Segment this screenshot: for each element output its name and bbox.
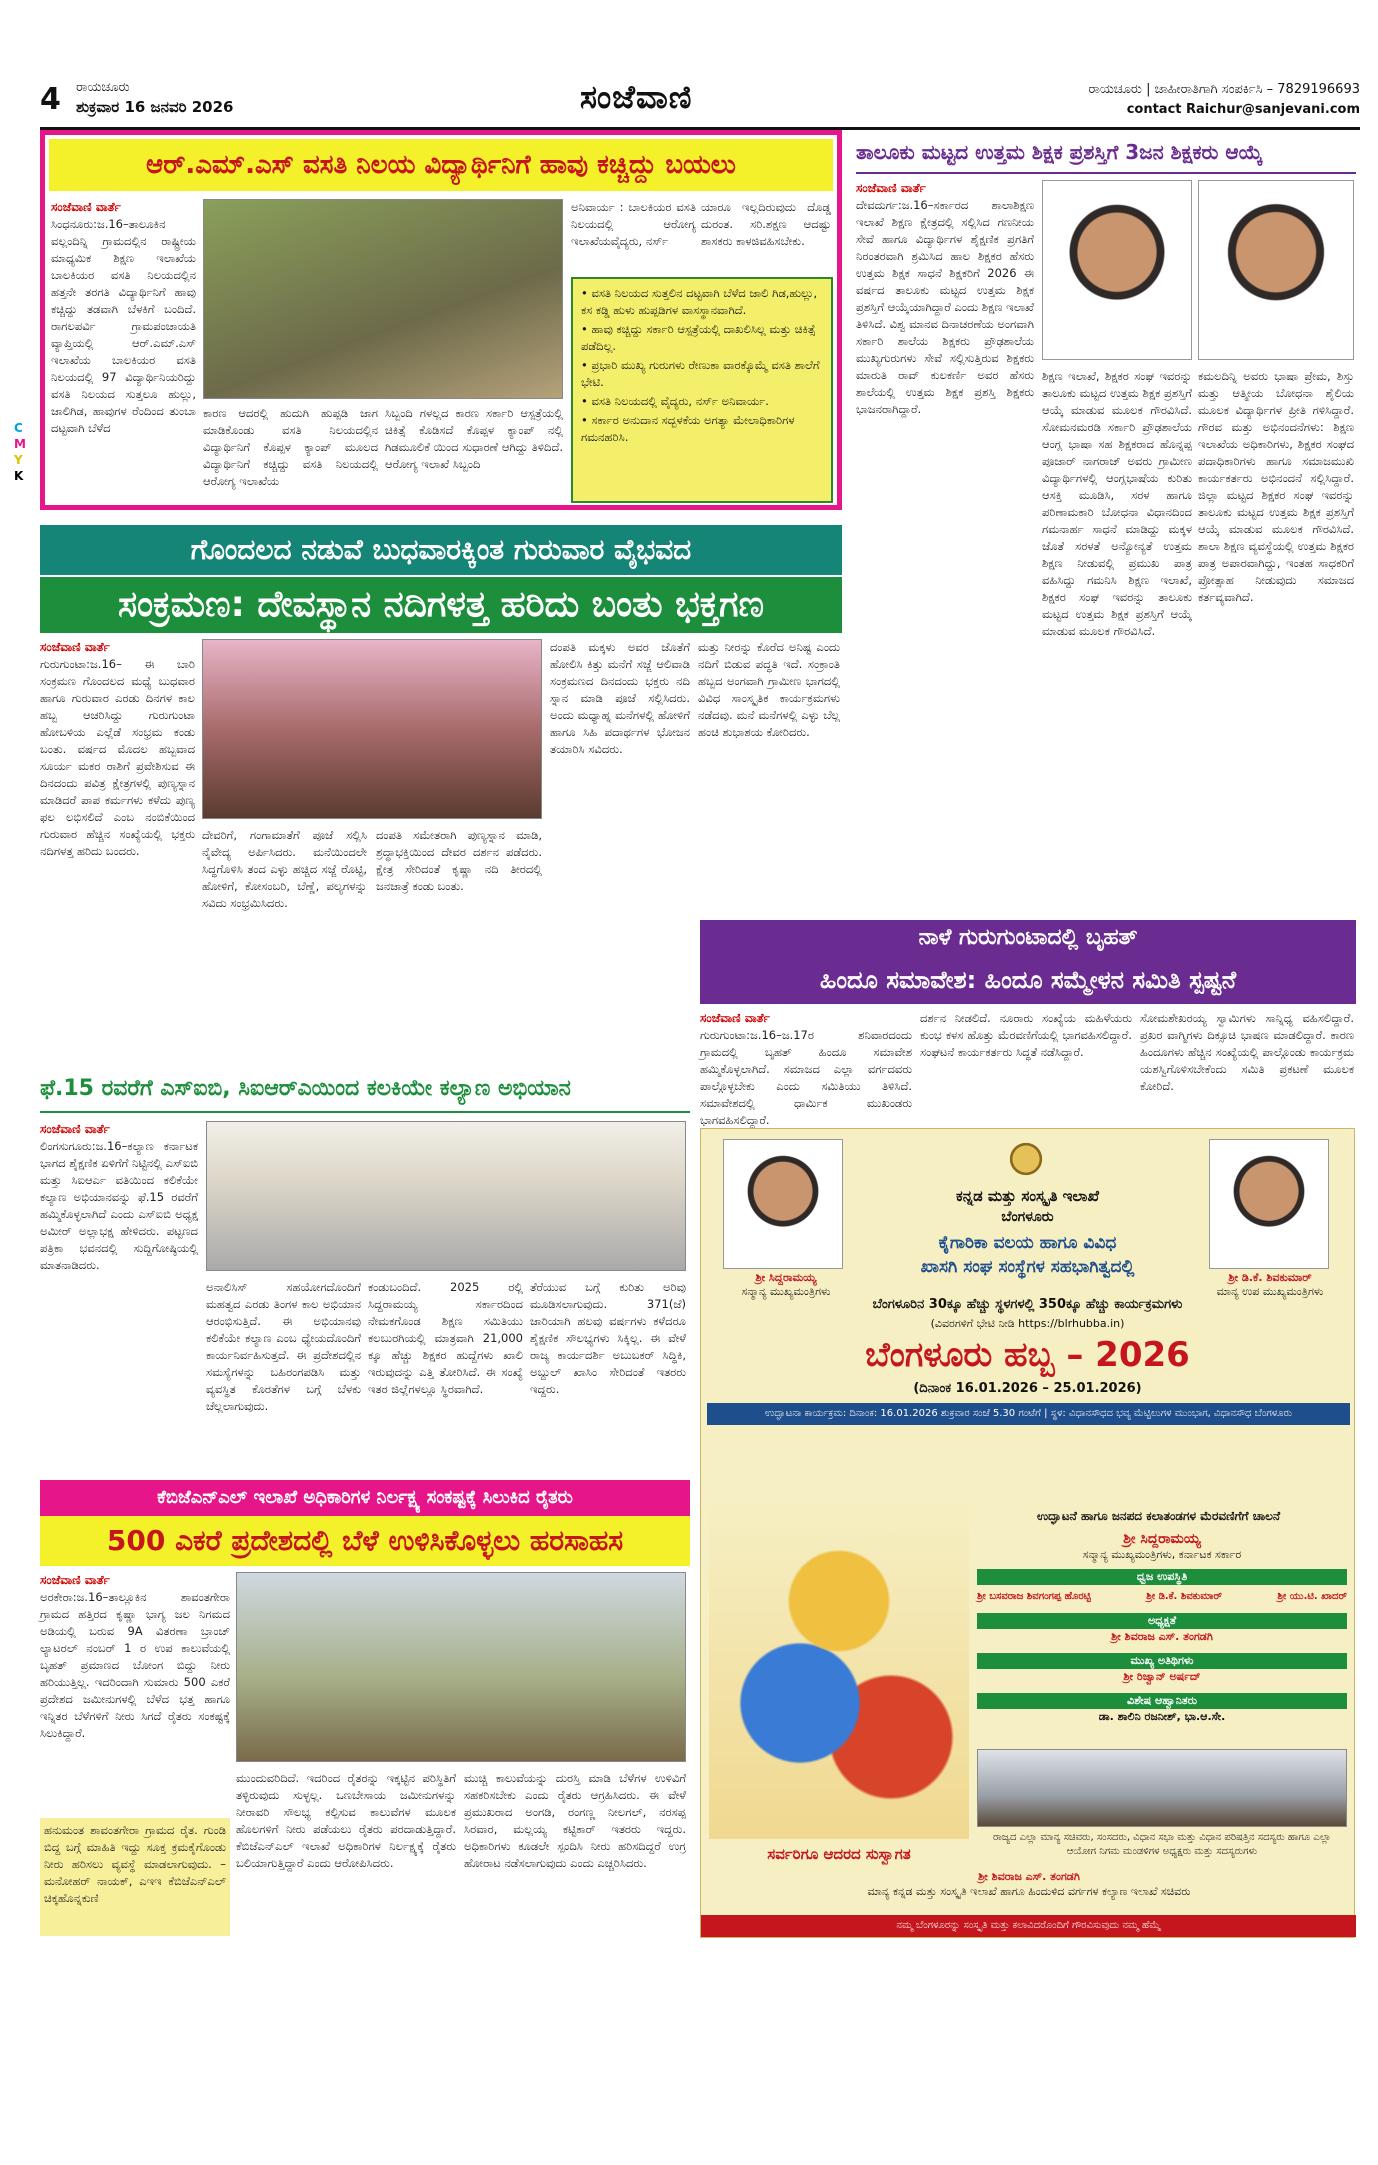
masthead-location: ರಾಯಚೂರು xyxy=(76,80,130,95)
cm-caption xyxy=(711,1271,861,1299)
snake-headline: ಆರ್.ಎಮ್.ಎಸ್ ವಸತಿ ನಿಲಯ ವಿದ್ಯಾರ್ಥಿನಿಗೆ ಹಾವು ಕಚ್ಚಿದ್ದು ಬಯಲು xyxy=(49,139,833,191)
speaker-cm-role: ಸನ್ಮಾನ್ಯ ಮುಖ್ಯಮಂತ್ರಿಗಳು, ಕರ್ನಾಟಕ ಸರ್ಕಾರ xyxy=(1082,1548,1242,1561)
cmyk-c: C xyxy=(14,421,23,435)
ad-inaug-bar: ಉದ್ಘಾಟನಾ ಕಾರ್ಯಕ್ರಮ: ದಿನಾಂಕ: 16.01.2026 ಶುಕ್ರವಾರ ಸಂಜೆ 5.30 ಗಂಟೆಗೆ | ಸ್ಥಳ: ವಿಧಾನಸೌಧದ ಭವ್ಯ ಮೆಟ್ಟಿಲುಗಳ ಮುಂಭಾಗ, ವಿಧಾನಸೌಧ ಬೆಂಗಳೂರು xyxy=(707,1403,1350,1425)
snake-body-col3: ಸಿಬ್ಬಂದಿ ಗಳಲ್ಲದ ಕಾರಣ ಸರ್ಕಾರಿ ಆಸ್ಪತ್ರೆಯಲ್ಲಿ ಚಿಕಿತ್ಸೆ ಕೊಡಿಸದೆ ಕೊಪ್ಪಳ ಕ್ಯಾಂಪ್ ನಲ್ಲಿ ಗಿಡಮೂಲಿಕೆ ಯಿಂದ ಸುಧಾರಣೆ ಆಗಿದ್ದು ತಿಳಿದಿದೆ. ಆರೋಗ್ಯ ಇಲಾಖೆ ಸಿಬ್ಬಂದಿ xyxy=(385,406,563,471)
teachers-body-col2: ಶಿಕ್ಷಣ ಇಲಾಖೆ, ಶಿಕ್ಷಕರ ಸಂಘ ಇವರನ್ನು ತಾಲೂಕು ಮಟ್ಟದ ಉತ್ತಮ ಶಿಕ್ಷಕ ಪ್ರಶಸ್ತಿಗೆ ಆಯ್ಕೆ ಮಾಡುವ ಮೂಲಕ ಗೌರವಿಸಿದೆ. ಸೋಮನಮರಡಿ ಸರ್ಕಾರಿ ಪ್ರೌಢಶಾಲೆಯ ಆಂಗ್ಲ ಭಾಷಾ ಸಹ ಶಿಕ್ಷಕರಾದ ಹೊನ್ನಪ್ಪ ಪೂಜಾರ್ ನಾಗರಾಜ್ ಅವರು ಗ್ರಾಮೀಣ ವಿದ್ಯಾರ್ಥಿಗಳಲ್ಲಿ ಆಂಗ್ಲಭಾಷೆಯ ಕುರಿತು ಆಸಕ್ತಿ ಮೂಡಿಸಿ, ಸರಳ ಹಾಗೂ ಪರಿಣಾಮಕಾರಿ ಬೋಧನಾ ವಿಧಾನದಿಂದ ಗಮನಾರ್ಹ ಸಾಧನೆ ಮಾಡಿದ್ದು ಮಕ್ಕಳ ಜೊತೆ ಸರಳತೆ ಅನ್ಯೋನ್ಯತೆ ಉತ್ತಮ ಶಿಕ್ಷಣ ನೀಡುವಲ್ಲಿ ಪ್ರಮುಖ ಪಾತ್ರ ವಹಿಸಿದ್ದು ಗಮನಿಸಿ ಶಿಕ್ಷಣ ಇಲಾಖೆ, ಶಿಕ್ಷಕರ ಸಂಘ ಇವರನ್ನು ತಾಲೂಕು ಮಟ್ಟದ ಉತ್ತಮ ಶಿಕ್ಷಕ ಪ್ರಶಸ್ತಿಗೆ ಆಯ್ಕೆ ಮಾಡುವ ಮೂಲಕ ಗೌರವಿಸಿದೆ. xyxy=(1042,369,1192,638)
ad-uddhatane: ಉದ್ಘಾಟನೆ ಹಾಗೂ ಜನಪದ ಕಲಾತಂಡಗಳ ಮೆರವಣಿಗೆಗೆ ಚಾಲನೆ xyxy=(1036,1509,1281,1523)
farmers-headline: 500 ಎಕರೆ ಪ್ರದೇಶದಲ್ಲಿ ಬೆಳೆ ಉಳಿಸಿಕೊಳ್ಳಲು ಹರಸಾಹಸ xyxy=(40,1516,690,1566)
sankranti-byline: ಸಂಜೆವಾಣಿ ವಾರ್ತೆ xyxy=(40,640,110,654)
special-guest-name: ಡಾ. ಶಾಲಿನಿ ರಜನೀಶ್, ಭಾ.ಆ.ಸೇ. xyxy=(1098,1710,1226,1723)
kalike-headline: ಫೆ.15 ರವರೆಗೆ ಎಸ್‌ಐಬಿ, ಸಿಐಆರ್‌ಎಯಿಂದ ಕಲಕಿಯೇ ಕಲ್ಯಾಣ ಅಭಿಯಾನ xyxy=(40,1065,690,1113)
state-emblem-icon xyxy=(1001,1137,1051,1181)
farmers-body-col1: ಅರಕೇರಾ:ಜ.16–ತಾಲ್ಲೂಕಿನ ಶಾವಂತಗೇರಾ ಗ್ರಾಮದ ಹತ್ತಿರದ ಕೃಷ್ಣಾ ಭಾಗ್ಯ ಜಲ ನಿಗಮದ ಅಡಿಯಲ್ಲಿ ಬರುವ 9A ವಿತರಣಾ ಬ್ರಾಂಚ್ ಲ್ಯಾಟರಲ್ ನಂಬರ್ 1 ರ ಉಪ ಕಾಲುವೆಯಲ್ಲಿ ಬೃಹತ್ ಪ್ರಮಾಣದ ಬೋಂಗ ಬಿದ್ದು ನೀರು ಹರಿಯುತ್ತಿಲ್ಲ. ಇದರಿಂದಾಗಿ ಸುಮಾರು 500 ಎಕರೆ ಪ್ರದೇಶದ ಜಮೀನುಗಳಲ್ಲಿ ಬೆಳೆದ ಭತ್ತ ಹಾಗೂ ಇನ್ನಿತರ ಬೆಳೆಗಳಿಗೆ ನೀರು ಸಿಗದೆ ರೈತರು ಸಂಕಷ್ಟಕ್ಕೆ ಸಿಲುಕಿದ್ದಾರೆ. xyxy=(40,1590,230,1740)
newspaper-logo: ಸಂಜೆವಾಣಿ xyxy=(580,78,693,116)
hostel-photo xyxy=(203,199,563,399)
dcm-role: ಮಾನ್ಯ ಉಪ ಮುಖ್ಯಮಂತ್ರಿಗಳು xyxy=(1216,1285,1324,1298)
highlight-item: • ಹಾವು ಕಚ್ಚಿದ್ದು ಸರ್ಕಾರಿ ಆಸ್ಪತ್ರೆಯಲ್ಲಿ ದಾಖಲಿಸಿಲ್ಲ ಮತ್ತು ಚಿಕಿತ್ಸೆ ಪಡೆದಿಲ್ಲ. xyxy=(581,322,816,353)
ad-chief-guests: ಮುಖ್ಯ ಅತಿಥಿಗಳು xyxy=(977,1653,1347,1669)
farmers-body-col3: ಮುಚ್ಚಿ ಕಾಲುವೆಯನ್ನು ದುರಸ್ತಿ ಮಾಡಿ ಬೆಳೆಗಳ ಉಳಿವಿಗೆ ಸಹಕರಿಸಬೇಕು ಎಂದು ರೈತರು ಆಗ್ರಹಿಸಿದರು. ಈ ವೇಳೆ ಪ್ರಮುಖರಾದ ಅಂಗಡಿ, ರಂಗಣ್ಣ ನೀಲಗಲ್, ನರಸಪ್ಪ ಸಿರವಾರ, ಮಲ್ಲಯ್ಯ ಕಟ್ಟಿಕಾರ್ ಇತರರು ಇದ್ದರು. ಅಧಿಕಾರಿಗಳು ಕೂಡಲೇ ಸ್ಪಂದಿಸಿ ನೀರು ಹರಿಸದಿದ್ದರೆ ಉಗ್ರ ಹೋರಾಟ ನಡೆಸಲಾಗುವುದು ಎಂದು ಎಚ್ಚರಿಸಿದರು. xyxy=(464,1771,686,1870)
hindu-body-col3: ಸೋಮಶೇಖರಯ್ಯ ಸ್ವಾಮಿಗಳು ಸಾನ್ನಿಧ್ಯ ವಹಿಸಲಿದ್ದಾರೆ. ಪ್ರಖರ ವಾಗ್ಮಿಗಳು ದಿಕ್ಸೂಚಿ ಭಾಷಣ ಮಾಡಲಿದ್ದಾರೆ. ಕಾರಣ ಹಿಂದೂಗಳು ಹೆಚ್ಚಿನ ಸಂಖ್ಯೆಯಲ್ಲಿ ಪಾಲ್ಗೊಂಡು ಕಾರ್ಯಕ್ರಮ ಯಶಸ್ವಿಗೊಳಿಸಬೇಕೆಂದು ಸಮಿತಿ ಪ್ರಕಟಣೆ ಮೂಲಕ ಕೋರಿದೆ. xyxy=(1140,1011,1354,1093)
hindu-article xyxy=(700,920,1356,1127)
teachers-body-col3: ಕಮಲದಿನ್ನಿ ಅವರು ಭಾಷಾ ಪ್ರೇಮ, ಶಿಸ್ತು ಮತ್ತು ಆತ್ಮೀಯ ಬೋಧನಾ ಶೈಲಿಯ ಮೂಲಕ ವಿದ್ಯಾರ್ಥಿಗಳ ಪ್ರೀತಿ ಗಳಿಸಿದ್ದಾರೆ. ಗೌರವ ಮತ್ತು ಅಭಿನಂದನೆಗಳು: ಶಿಕ್ಷಣ ಇಲಾಖೆಯ ಅಧಿಕಾರಿಗಳು, ಶಿಕ್ಷಕರ ಸಂಘದ ಪದಾಧಿಕಾರಿಗಳು ಹಾಗೂ ಸಮಾಜಮುಖಿ ಕಾರ್ಯಕರ್ತರು ಅಭಿನಂದನೆ ಸಲ್ಲಿಸಿದ್ದಾರೆ. ಜಿಲ್ಲಾ ಮಟ್ಟದ ಶಿಕ್ಷಕರ ಸಂಘ ಇವರನ್ನು ತಾಲೂಕು ಮಟ್ಟದ ಉತ್ತಮ ಶಿಕ್ಷಕ ಪ್ರಶಸ್ತಿಗೆ ಆಯ್ಕೆ ಮಾಡುವ ಮೂಲಕ ಗೌರವಿಸಿದೆ. ಶಾಲಾ ಶಿಕ್ಷಣ ವ್ಯವಸ್ಥೆಯಲ್ಲಿ ಉತ್ತಮ ಶಿಕ್ಷಕರ ಪಾತ್ರ ಅಪಾರವಾಗಿದ್ದು, ಇಂತಹ ಸಾಧಕರಿಗೆ ಪ್ರೋತ್ಸಾಹ ನೀಡುವುದು ಸಮಾಜದ ಕರ್ತವ್ಯವಾಗಿದೆ. xyxy=(1198,369,1354,604)
snake-body-col2: ಕಾರಣ ಆದರಲ್ಲಿ ಹುದುಗಿ ಹುಪ್ಪಡಿ ಜಾಗ ಮಾಡಿಕೊಂಡು ವಸತಿ ನಿಲಯದಲ್ಲಿನ ವಿದ್ಯಾರ್ಥಿನಿಗೆ ಕೊಪ್ಪಳ ಕ್ಯಾಂಪ್ ಮೂಲದ ವಿದ್ಯಾರ್ಥಿನಿಗೆ ಕಚ್ಚಿದ್ದು ವಸತಿ ನಿಲಯದಲ್ಲಿ ಆರೋಗ್ಯ ಇಲಾಖೆಯ xyxy=(203,406,378,488)
snake-body xyxy=(51,199,196,505)
bengaluru-habba-ad xyxy=(700,1128,1355,1938)
snake-highlights-box xyxy=(571,277,833,503)
kalike-col1 xyxy=(40,1121,198,1461)
ad-line3: ಬೆಂಗಳೂರಿನ 30ಕ್ಕೂ ಹೆಚ್ಚು ಸ್ಥಳಗಳಲ್ಲಿ 350ಕ್ಕೂ ಹೆಚ್ಚು ಕಾರ್ಯಕ್ರಮಗಳು xyxy=(872,1297,1183,1312)
snake-byline: ಸಂಜೆವಾಣಿ ವಾರ್ತೆ xyxy=(51,200,121,214)
guest-1: ಶ್ರೀ ಬಸವರಾಜ ಶಿವಗಂಗಪ್ಪ ಹೊರಟ್ಟಿ xyxy=(977,1591,1091,1602)
teachers-col1 xyxy=(856,180,1034,800)
hindu-headline: ಹಿಂದೂ ಸಮಾವೇಶ: ಹಿಂದೂ ಸಮ್ಮೇಳನ ಸಮಿತಿ ಸ್ಪಷ್ಟನೆ xyxy=(700,956,1356,1004)
ad-dept: ಕನ್ನಡ ಮತ್ತು ಸಂಸ್ಕೃತಿ ಇಲಾಖೆ xyxy=(956,1187,1099,1205)
page-number: 4 xyxy=(40,82,61,117)
cmyk-y: Y xyxy=(14,453,23,467)
masthead-contact xyxy=(1088,80,1360,120)
farmers-kicker: ಕೆಬಿಜೆಎನ್ಎಲ್ ಇಲಾಖೆ ಅಧಿಕಾರಿಗಳ ನಿರ್ಲಕ್ಷ್ಯ ಸಂಕಷ್ಟಕ್ಕೆ ಸಿಲುಕಿದ ರೈತರು xyxy=(40,1480,690,1516)
dcm-name: ಶ್ರೀ ಡಿ.ಕೆ. ಶಿವಕುಮಾರ್ xyxy=(1228,1271,1312,1284)
snake-body-col1: ಸಿಂಧನೂರು:ಜ.16–ತಾಲೂಕಿನ ವಲ್ಲಂದಿನ್ನಿ ಗ್ರಾಮದಲ್ಲಿನ ರಾಷ್ಟ್ರೀಯ ಮಾಧ್ಯಮಿಕ ಶಿಕ್ಷಣ ಇಲಾಖೆಯ ಬಾಲಕಿಯರ ವಸತಿ ನಿಲಯದಲ್ಲಿನ ಹತ್ತನೇ ತರಗತಿ ವಿದ್ಯಾರ್ಥಿನಿಗೆ ಹಾವು ಕಚ್ಚಿದ್ದು ತಡವಾಗಿ ಬೆಳಕಿಗೆ ಬಂದಿದೆ. ರಾಗಲಪರ್ವಿ ಗ್ರಾಮಪಂಚಾಯತಿ ವ್ಯಾಪ್ತಿಯಲ್ಲಿ ಆರ್.ಎಮ್.ಎಸ್ ಇಲಾಖೆಯ ಬಾಲಕಿಯರ ವಸತಿ ನಿಲಯದಲ್ಲಿ 97 ವಿದ್ಯಾರ್ಥಿನಿಯರಿದ್ದು ವಸತಿ ನಿಲಯದ ಸುತ್ತಲೂ ಹುಲ್ಲು, ಜಾಲಿಗಿಡ, ಹಾವುಗಳ ರೆಂದಿಂದ ತುಂಬಾ ದಟ್ಟವಾಗಿ ಬೆಳೆದ xyxy=(51,217,196,435)
sankranti-body-col1: ಗುರುಗುಂಟಾ:ಜ.16– ಈ ಬಾರಿ ಸಂಕ್ರಮಣ ಗೊಂದಲದ ಮಧ್ಯೆ ಬುಧವಾರ ಹಾಗೂ ಗುರುವಾರ ಎರಡು ದಿನಗಳ ಕಾಲ ಹಬ್ಬ ಆಚರಿಸಿದ್ದು ಗುರುಗುಂಟಾ ಹೋಬಳಿಯ ಎಲ್ಲೆಡೆ ಸಂಭ್ರಮ ಕಂಡು ಬಂತು. ವರ್ಷದ ಮೊದಲ ಹಬ್ಬವಾದ ಸೂರ್ಯ ಮಕರ ರಾಶಿಗೆ ಪ್ರವೇಶಿಸುವ ಈ ದಿನದಂದು ಪವಿತ್ರ ಕ್ಷೇತ್ರಗಳಲ್ಲಿ ಪುಣ್ಯಸ್ನಾನ ಮಾಡಿದರೆ ಪಾಪ ಕರ್ಮಗಳು ಕಳೆದು ಪುಣ್ಯ ಫಲ ಲಭಿಸಲಿದೆ ಎಂಬ ನಂಬಿಕೆಯಿಂದ ಗುರುವಾರ ಹೆಚ್ಚಿನ ಸಂಖ್ಯೆಯಲ್ಲಿ ಭಕ್ತರು ನದಿಗಳತ್ತ ಹರಿದು ಬಂದರು. xyxy=(40,657,195,858)
dcm-caption xyxy=(1195,1271,1345,1299)
kalike-body-col1: ಲಿಂಗಸುಗೂರು:ಜ.16–ಕಲ್ಯಾಣ ಕರ್ನಾಟಕ ಭಾಗದ ಶೈಕ್ಷಣಿಕ ಏಳಿಗೆಗೆ ನಿಟ್ಟಿನಲ್ಲಿ ಎಸ್ಐಬಿ ಮತ್ತು ಸಿಐಆರ್ಎ ವತಿಯಿಂದ ಕಲಿಕೆಯೇ ಕಲ್ಯಾಣ ಅಭಿಯಾನವನ್ನು ಫೆ.15 ರವರೆಗೆ ಹಮ್ಮಿಕೊಳ್ಳಲಾಗಿದೆ ಎಂದು ಎಸ್ಐಬಿ ಅಧ್ಯಕ್ಷ ಅಮೀರ್ ಅಲ್ಲಾಭಕ್ಷ ಹೇಳಿದರು. ಪಟ್ಟಣದ ಪತ್ರಿಕಾ ಭವನದಲ್ಲಿ ಸುದ್ದಿಗೋಷ್ಠಿಯಲ್ಲಿ ಮಾತನಾಡಿದರು. xyxy=(40,1139,198,1272)
sankranti-body-col2: ದೇವರಿಗೆ, ಗಂಗಾಮಾತೆಗೆ ಪೂಜೆ ಸಲ್ಲಿಸಿ ನೈವೇದ್ಯ ಅರ್ಪಿಸಿದರು. ಮನೆಯಿಂದಲೇ ಸಿದ್ಧಗೊಳಿಸಿ ತಂದ ಎಳ್ಳು ಹಚ್ಚಿದ ಸಜ್ಜೆ ರೊಟ್ಟಿ, ಹೋಳಿಗೆ, ಕೋಸಂಬರಿ, ಬೆಣ್ಣೆ, ಪಲ್ಯಗಳನ್ನು ಸವಿದು ಸಂಭ್ರಮಿಸಿದರು. xyxy=(202,828,367,910)
cm-name: ಶ್ರೀ ಸಿದ್ದರಾಮಯ್ಯ xyxy=(755,1271,817,1284)
teachers-headline: ತಾಲೂಕು ಮಟ್ಟದ ಉತ್ತಮ ಶಿಕ್ಷಕ ಪ್ರಶಸ್ತಿಗೆ 3ಜನ ಶಿಕ್ಷಕರು ಆಯ್ಕೆ xyxy=(856,130,1356,174)
ad-footer: ನಮ್ಮ ಬೆಂಗಳೂರನ್ನು ಸಂಸ್ಕೃತಿ ಮತ್ತು ಕಲಾವಿದರೊಂದಿಗೆ ಗೌರವಿಸುವುದು ನಮ್ಮ ಹೆಮ್ಮೆ xyxy=(701,1915,1356,1937)
highlight-item: • ಸರ್ಕಾರ ಅನುದಾನ ಸದ್ಬಳಕೆಯ ಅಗತ್ಯಾ ಮೇಲಾಧಿಕಾರಿಗಳ ಗಮನಹರಿಸಿ. xyxy=(581,413,795,444)
teachers-body-col1: ದೇವದುರ್ಗ:ಜ.16–ಸರ್ಕಾರದ ಶಾಲಾಶಿಕ್ಷಣ ಇಲಾಖೆ ಶಿಕ್ಷಣ ಕ್ಷೇತ್ರದಲ್ಲಿ ಸಲ್ಲಿಸಿದ ಗಣನೀಯ ಸೇವೆ ಹಾಗೂ ವಿದ್ಯಾರ್ಥಿಗಳ ಶೈಕ್ಷಣಿಕ ಪ್ರಗತಿಗೆ ನಿರಂತರವಾಗಿ ಶ್ರಮಿಸಿದ ಹಾಲ ಶಿಕ್ಷಕರ ಹೆಸರು ಉತ್ತಮ ಶಿಕ್ಷಕ ಸಾಧನೆ ಶಿಕ್ಷಕರಿಗೆ 2026 ಈ ವರ್ಷದ ತಾಲೂಕು ಮಟ್ಟದ ಉತ್ತಮ ಶಿಕ್ಷಕ ಪ್ರಶಸ್ತಿಗೆ ಆಯ್ಕೆಯಾಗಿದ್ದಾರೆ ಎಂದು ಶಿಕ್ಷಣ ಇಲಾಖೆ ತಿಳಿಸಿದೆ. ವಿಶ್ವ ಮಾನವ ದಿನಾಚರಣೆಯ ಅಂಗವಾಗಿ ಸರ್ಕಾರಿ ಶಾಲೆಯ ಶಿಕ್ಷಕರು ಪ್ರೌಢಶಾಲೆಯ ಮುಖ್ಯಗುರುಗಳು ಸೇವೆ ಸಲ್ಲಿಸುತ್ತಿರುವ ಶಿಕ್ಷಕರು ಮಾರುತಿ ರಾವ್ ಕುಲಕರ್ಣಿ ಅವರ ಹೆಸರು ಶಾಲೆಯಲ್ಲಿ ಉತ್ತಮ ಶಿಕ್ಷಕ ಪ್ರಶಸ್ತಿ ಶಿಕ್ಷಕರು ಭಾಜನರಾಗಿದ್ದಾರೆ. xyxy=(856,198,1034,416)
sankranti-col1 xyxy=(40,639,195,1049)
sankranti-body-col3: ದಂಪತಿ ಸಮೇತರಾಗಿ ಪುಣ್ಯಸ್ನಾನ ಮಾಡಿ, ಶ್ರದ್ಧಾಭಕ್ತಿಯಿಂದ ದೇವರ ದರ್ಶನ ಪಡೆದರು. ಕ್ಷೇತ್ರ ಸೇರಿದಂತೆ ಕೃಷ್ಣಾ ನದಿ ತೀರದಲ್ಲಿ ಜನಜಾತ್ರೆ ಕಂಡು ಬಂತು. xyxy=(376,828,542,893)
teachers-byline: ಸಂಜೆವಾಣಿ ವಾರ್ತೆ xyxy=(856,181,926,195)
snake-body-col4: ಅನಿವಾರ್ಯ : ಬಾಲಕಿಯರ ವಸತಿ ನಿಲಯದಲ್ಲಿ ಆರೋಗ್ಯ ಇಲಾಖೆಯವೈದ್ಯರು, ನರ್ಸ್ xyxy=(571,200,696,248)
highlight-item: • ವಸತಿ ನಿಲಯದ ಸುತ್ತಲಿನ ದಟ್ಟವಾಗಿ ಬೆಳೆದ ಜಾಲಿ ಗಿಡ,ಹುಲ್ಲು, ಕಸ ಕಡ್ಡಿ ಹುಳು ಹುಪ್ಪಡಿಗಳ ವಾಸಸ್ಥಾನವಾಗಿದೆ. xyxy=(581,286,818,317)
cmyk-k: K xyxy=(14,469,24,483)
minister-name: ಶ್ರೀ ಶಿವರಾಜ ಎಸ್. ತಂಗಡಗಿ xyxy=(978,1870,1080,1883)
highlight-item: • ಪ್ರಭಾರಿ ಮುಖ್ಯ ಗುರುಗಳು ರೇಣುಕಾ ವಾರಕ್ಕೊಮ್ಮೆ ವಸತಿ ಶಾಲೆಗೆ ಭೇಟಿ. xyxy=(581,358,820,389)
ad-minister xyxy=(709,1869,1349,1899)
ad-dancers-illustration xyxy=(709,1499,969,1839)
kalike-body-col3: ಕಂಡುಬಂದಿದೆ. 2025 ರಲ್ಲಿ ಸಿದ್ದರಾಮಯ್ಯ ಸರ್ಕಾರದಿಂದ ನೇಮಕಗೊಂಡ ಶಿಕ್ಷಣ ಸಮಿತಿಯು ಕಲಬುರಗಿಯಲ್ಲಿ ಮಾತ್ರವಾಗಿ 21,000 ಕ್ಕೂ ಹೆಚ್ಚು ಶಿಕ್ಷಕರ ಹುದ್ದೆಗಳು ಖಾಲಿ ಇರುವುದನ್ನು ಎತ್ತಿ ತೋರಿಸಿದೆ. ಈ ಸಂಖ್ಯೆ ಇತರ ಜಿಲ್ಲೆಗಳಲ್ಲೂ ಸ್ಥಿರವಾಗಿದೆ. xyxy=(368,1280,523,1396)
cmyk-m: M xyxy=(14,437,26,451)
ad-dhwaja: ಧ್ವಜ ಉಪಸ್ಥಿತಿ xyxy=(977,1569,1347,1585)
kalike-body-col4: ತೆರೆಯುವ ಬಗ್ಗೆ ಕುರಿತು ಅರಿವು ಮೂಡಿಸಲಾಗುವುದು. 371(ಜೆ) ಜಾರಿಯಾಗಿ ಹಲವು ವರ್ಷಗಳು ಕಳೆದರೂ ಶೈಕ್ಷಣಿಕ ಸೌಲಭ್ಯಗಳು ಸಿಕ್ಕಿಲ್ಲ. ಈ ವೇಳೆ ರಾಜ್ಯ ಕಾರ್ಯದರ್ಶಿ ಅಬುಬಕರ್ ಸಿದ್ಧಿಕಿ, ಅಬ್ದುಲ್ ಖಾಸಿಂ ಸೇರಿದಂತೆ ಇತರರು ಇದ್ದರು. xyxy=(530,1280,686,1396)
farmers-article xyxy=(40,1480,690,1940)
teacher-photo-2 xyxy=(1198,180,1354,360)
teachers-article xyxy=(856,130,1356,970)
minister-photo xyxy=(977,1749,1347,1827)
press-meet-photo xyxy=(206,1121,686,1271)
kalike-body-col2: ಅನಾಲಿಸಿಸ್ ಸಹಯೋಗದೊಂದಿಗೆ ಮಹತ್ವದ ಎರಡು ತಿಂಗಳ ಕಾಲ ಅಭಿಯಾನ ಆರಂಭಿಸುತ್ತಿದೆ. ಈ ಅಭಿಯಾನವು ಕಲಿಕೆಯೇ ಕಲ್ಯಾಣ ಎಂಬ ಧ್ಯೇಯದೊಂದಿಗೆ ಕಾರ್ಯನಿರ್ವಹಿಸುತ್ತದೆ. ಈ ಪ್ರದೇಶದಲ್ಲಿನ ಸಮಸ್ಯೆಗಳನ್ನು ಬಹಿರಂಗಪಡಿಸಿ ಮತ್ತು ವ್ಯವಸ್ಥಿತ ಕೊರತೆಗಳ ಬಗ್ಗೆ ಬೆಳಕು ಚೆಲ್ಲಲಾಗುವುದು. xyxy=(206,1280,361,1413)
ad-line1: ಕೈಗಾರಿಕಾ ವಲಯ ಹಾಗೂ ವಿವಿಧ xyxy=(938,1233,1117,1253)
chief-guest-name: ಶ್ರೀ ರಿಜ್ವಾನ್ ಅರ್ಷದ್ xyxy=(1123,1670,1201,1683)
sankranti-headline: ಸಂಕ್ರಮಣ: ದೇವಸ್ಥಾನ ನದಿಗಳತ್ತ ಹರಿದು ಬಂತು ಭಕ್ತಗಣ xyxy=(40,577,842,633)
guest-3: ಶ್ರೀ ಯು.ಟಿ. ಖಾದರ್ xyxy=(1277,1591,1347,1602)
sankranti-body-col4: ದಂಪತಿ ಮಕ್ಕಳು ಅವರ ಜೊತೆಗೆ ಹೋಲಿಸಿ ಕಿತ್ತು ಮನೆಗೆ ಸಜ್ಜೆ ಆಲಿವಾಡಿ ಸಂಕ್ರಮಣದ ದಿನದಂದು ಭಕ್ತರು ನದಿ ಸ್ನಾನ ಮಾಡಿ ಪೂಜೆ ಸಲ್ಲಿಸಿದರು. ಅಂದು ಮಧ್ಯಾಹ್ನ ಮನೆಗಳಲ್ಲಿ ಹೋಳಿಗೆ ಹಾಗೂ ಸಿಹಿ ಪದಾರ್ಥಗಳ ಭೋಜನ ತಯಾರಿಸಿ ಸವಿದರು. xyxy=(550,640,690,756)
adhyaksha-name: ಶ್ರೀ ಶಿವರಾಜ ಎಸ್. ತಂಗಡಗಿ xyxy=(1111,1630,1213,1643)
masthead xyxy=(40,78,1360,130)
ad-special: ವಿಶೇಷ ಆಹ್ವಾನಿತರು xyxy=(977,1693,1347,1709)
masthead-date: ಶುಕ್ರವಾರ 16 ಜನವರಿ 2026 xyxy=(76,98,234,116)
cmyk-marks xyxy=(14,420,26,484)
snake-article xyxy=(40,130,842,510)
hindu-kicker: ನಾಳೆ ಗುರುಗುಂಟಾದಲ್ಲಿ ಬೃಹತ್ xyxy=(700,920,1356,956)
ad-line2: ಖಾಸಗಿ ಸಂಘ ಸಂಸ್ಥೆಗಳ ಸಹಭಾಗಿತ್ವದಲ್ಲಿ xyxy=(920,1257,1135,1277)
ad-dates: (ದಿನಾಂಕ 16.01.2026 – 25.01.2026) xyxy=(913,1381,1142,1396)
ad-invite: ರಾಜ್ಯದ ಎಲ್ಲಾ ಮಾನ್ಯ ಸಚಿವರು, ಸಂಸದರು, ವಿಧಾನ ಸಭಾ ಮತ್ತು ವಿಧಾನ ಪರಿಷತ್ತಿನ ಸದಸ್ಯರು ಹಾಗೂ ಎಲ್ಲಾ ಆಯೋಗ ನಿಗಮ ಮಂಡಳಿಗಳ ಅಧ್ಯಕ್ಷರು ಮತ್ತು ಸದಸ್ಯರುಗಳು xyxy=(993,1832,1331,1857)
hindu-body-col1: ಗುರುಗುಂಟಾ:ಜ.16–ಜ.17ರ ಶನಿವಾರದಂದು ಗ್ರಾಮದಲ್ಲಿ ಬೃಹತ್ ಹಿಂದೂ ಸಮಾವೇಶ ಹಮ್ಮಿಕೊಳ್ಳಲಾಗಿದೆ. ಸಮಾಜದ ಎಲ್ಲಾ ವರ್ಗದವರು ಪಾಲ್ಗೊಳ್ಳಬೇಕು ಎಂದು ಸಮಿತಿಯು ತಿಳಿಸಿದೆ. ಸಮಾವೇಶದಲ್ಲಿ ಧಾರ್ಮಿಕ ಮುಖಂಡರು ಭಾಗವಹಿಸಲಿದ್ದಾರೆ. xyxy=(700,1028,912,1127)
ad-speakers xyxy=(977,1531,1347,1725)
guest-2: ಶ್ರೀ ಡಿ.ಕೆ. ಶಿವಕುಮಾರ್ xyxy=(1146,1591,1222,1602)
speaker-cm: ಶ್ರೀ ಸಿದ್ದರಾಮಯ್ಯ xyxy=(1123,1531,1201,1547)
hindu-byline: ಸಂಜೆವಾಣಿ ವಾರ್ತೆ xyxy=(700,1011,770,1025)
kalike-byline: ಸಂಜೆವಾಣಿ ವಾರ್ತೆ xyxy=(40,1122,110,1136)
ad-contact-line: ರಾಯಚೂರು | ಜಾಹೀರಾತಿಗಾಗಿ ಸಂಪರ್ಕಿಸಿ – 7829196693 xyxy=(1088,82,1360,97)
hindu-col1 xyxy=(700,1010,912,1127)
ad-adhyaksha: ಅಧ್ಯಕ್ಷತೆ xyxy=(977,1613,1347,1629)
temple-photo xyxy=(202,639,542,819)
farmers-quote-box: ಹನುಮಂತ ಶಾವಂತಗೇರಾ ಗ್ರಾಮದ ರೈತ. ಗುಂಡಿ ಬಿದ್ದ ಬಗ್ಗೆ ಮಾಹಿತಿ ಇದ್ದು ಸೂಕ್ತ ಕ್ರಮಕೈಗೊಂಡು ನೀರು ಹರಿಸಲು ವ್ಯವಸ್ಥೆ ಮಾಡಲಾಗುವುದು. – ಮನೋಹರ್ ನಾಯಕ್, ಎಇಇ ಕೆಬಿಜೆಎನ್ಎಲ್ ಚಿಕ್ಕಹೊನ್ನಕುಣಿ xyxy=(40,1818,230,1936)
ad-site: (ವಿವರಗಳಿಗೆ ಭೇಟಿ ನೀಡಿ https://blrhubba.in) xyxy=(930,1317,1125,1330)
sankranti-body-col5: ಮತ್ತು ನೀರನ್ನು ಕೊರೆದ ಅನಿಷ್ಟ ಎಂದು ನದಿಗೆ ಬಿಡುವ ಪದ್ಧತಿ ಇದೆ. ಸಂಕ್ರಾಂತಿ ಹಬ್ಬದ ಅಂಗವಾಗಿ ಗ್ರಾಮೀಣ ಭಾಗದಲ್ಲಿ ವಿವಿಧ ಸಾಂಸ್ಕೃತಿಕ ಕಾರ್ಯಕ್ರಮಗಳು ನಡೆದವು. ಮನೆ ಮನೆಗಳಲ್ಲಿ ಎಳ್ಳು ಬೆಲ್ಲ ಹಂಚಿ ಶುಭಾಶಯ ಕೋರಿದರು. xyxy=(698,640,840,739)
farmers-body-col2: ಮುಂದುವರಿದಿದೆ. ಇದರಿಂದ ರೈತರನ್ನು ಇಕ್ಕಟ್ಟಿನ ಪರಿಸ್ಥಿತಿಗೆ ತಳ್ಳಿರುವುದು ಸುಳ್ಳಲ್ಲ. ಒಣಬೇಸಾಯ ಜಮೀನುಗಳನ್ನು ನೀರಾವರಿ ಸೌಲಭ್ಯ ಕಲ್ಪಿಸುವ ಕಾಲುವೆಗಳ ಮೂಲಕ ಹೊಲಗಳಿಗೆ ನೀರು ಪಡೆಯಲು ರೈತರು ಪರದಾಡುತ್ತಿದ್ದಾರೆ. ಕೆಬಿಜೆಎನ್ಎಲ್ ಇಲಾಖೆ ಅಧಿಕಾರಿಗಳ ನಿರ್ಲಕ್ಷ್ಯಕ್ಕೆ ರೈತರು ಬಲಿಯಾಗುತ್ತಿದ್ದಾರೆ ಎಂದು ಆರೋಪಿಸಿದರು. xyxy=(236,1771,456,1870)
teacher-photo-1 xyxy=(1042,180,1192,360)
cm-role: ಸನ್ಮಾನ್ಯ ಮುಖ್ಯಮಂತ್ರಿಗಳು xyxy=(741,1285,831,1298)
sankranti-kicker: ಗೊಂದಲದ ನಡುವೆ ಬುಧವಾರಕ್ಕಿಂತ ಗುರುವಾರ ವೈಭವದ xyxy=(40,525,842,575)
highlight-item: • ವಸತಿ ನಿಲಯದಲ್ಲಿ ವೈದ್ಯರು, ನರ್ಸ್ ಅನಿವಾರ್ಯ. xyxy=(581,394,769,408)
hindu-body-col2: ದರ್ಶನ ನೀಡಲಿದೆ. ನೂರಾರು ಸಂಖ್ಯೆಯ ಮಹಿಳೆಯರು ಕುಂಭ ಕಳಸ ಹೊತ್ತು ಮೆರವಣಿಗೆಯಲ್ಲಿ ಭಾಗವಹಿಸಲಿದ್ದಾರೆ. ಸಂಘಟನೆ ಕಾರ್ಯಕರ್ತರು ಸಿದ್ಧತೆ ನಡೆಸಿದ್ದಾರೆ. xyxy=(920,1011,1132,1059)
farmers-byline: ಸಂಜೆವಾಣಿ ವಾರ್ತೆ xyxy=(40,1573,110,1587)
ad-city: ಬೆಂಗಳೂರು xyxy=(1001,1209,1054,1225)
snake-body-col5: ಯಾರೂ ಇಲ್ಲದಿರುವುದು ದೊಡ್ಡ ದುರಂತ. ಸರಿ.ಶಕ್ಷಣ ಆದಷ್ಟು ಶಾಸಕರು ಕಾಳಜಿವಹಿಸಬೇಕು. xyxy=(701,200,831,248)
farmers-col1 xyxy=(40,1572,230,1812)
canal-photo xyxy=(236,1572,686,1762)
email-line: contact Raichur@sanjevani.com xyxy=(1126,102,1360,117)
ad-welcome: ಸರ್ವರಿಗೂ ಆದರದ ಸುಸ್ವಾಗತ xyxy=(767,1845,911,1863)
ad-title: ಬೆಂಗಳೂರು ಹಬ್ಬ – 2026 xyxy=(865,1335,1190,1375)
minister-role: ಮಾನ್ಯ ಕನ್ನಡ ಮತ್ತು ಸಂಸ್ಕೃತಿ ಇಲಾಖೆ ಹಾಗೂ ಹಿಂದುಳಿದ ವರ್ಗಗಳ ಕಲ್ಯಾಣ ಇಲಾಖೆ ಸಚಿವರು xyxy=(867,1885,1191,1898)
kalike-article xyxy=(40,1065,690,1465)
